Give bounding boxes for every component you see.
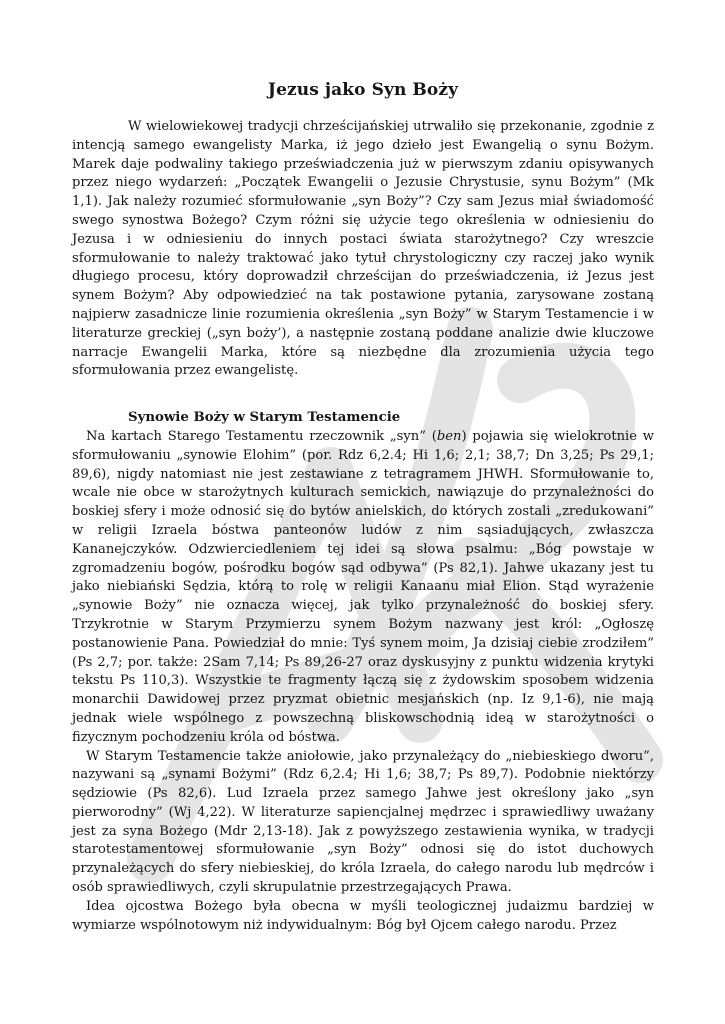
p1-text-start: Na kartach Starego Testamentu rzeczownik „syn” (: [86, 428, 437, 444]
document-page: [72, 80, 654, 935]
p1-text-rest: ) pojawia się wielokrotnie w sformułowaniu „synowie Elohim” (por. Rdz 6,2.4; Hi 1,6; 2,1; 38,7; Dn 3,25; Ps 29,1; 89,6), nigdy natomiast nie jest zestawiane z tetragramem JHWH. Sformułowanie to, wcale nie obce w starożytnych kulturach semickich, nawiązuje do przynależności do boskiej sfery i może odnosić się do bytów anielskich, do których zostali „zredukowani” w religii Izraela bóstwa panteonów ludów z nim sąsiadujących, zwłaszcza Kananejczyków. Odzwierciedleniem tej idei są słowa psalmu: „Bóg powstaje w zgromadzeniu bogów, pośrodku bogów sąd odbywa” (Ps 82,1). Jahwe ukazany jest tu jako niebiański Sędzia, którą to rolę w religii Kanaanu miał Elion. Stąd wyrażenie „synowie Boży” nie oznacza więcej, jak tylko przynależność do boskiej sfery. Trzykrotnie w Starym Przymierzu synem Bożym nazwany jest król: „Ogłoszę postanowienie Pana. Powiedział do mnie: Tyś synem moim, Ja dzisiaj ciebie zrodziłem” (Ps 2,7; por. także: 2Sam 7,14; Ps 89,26-27 oraz dyskusyjny z punktu widzenia krytyki tekstu Ps 110,3). Wszystkie te fragmenty łączą się z żydowskim sposobem widzenia monarchii Dawidowej przez pryzmat obietnic mesjańskich (np. Iz 9,1-6), nie mają jednak wiele wspólnego z powszechną bliskowschodnią ideą w starożytności o fizycznym pochodzeniu króla od bóstwa.: [72, 428, 654, 745]
section-paragraph-3: Idea ojcostwa Bożego była obecna w myśli teologicznej judaizmu bardziej w wymiarze wspólnotowym niż indywidualnym: Bóg był Ojcem całego narodu. Przez: [72, 898, 654, 933]
page-title: Jezus jako Syn Boży: [267, 80, 459, 100]
intro-paragraph: W wielowiekowej tradycji chrześcijańskiej utrwaliło się przekonanie, zgodnie z intencją samego ewangelisty Marka, iż jego dzieło jest Ewangelią o synu Bożym. Marek daje podwaliny takiego przeświadczenia już w pierwszym zdaniu opisywanych przez niego wydarzeń: „Początek Ewangelii o Jezusie Chrystusie, synu Bożym” (Mk 1,1). Jak należy rozumieć sformułowanie „syn Boży”? Czy sam Jezus miał świadomość swego synostwa Bożego? Czym różni się użycie tego określenia w odniesieniu do Jezusa i w odniesieniu do innych postaci świata starożytnego? Czy wreszcie sformułowanie to należy traktować jako tytuł chrystologiczny czy raczej jako wynik długiego procesu, który doprowadził chrześcijan do przeświadczenia, iż Jezus jest synem Bożym? Aby odpowiedzieć na tak postawione pytania, zarysowane zostaną najpierw zasadnicze linie rozumienia określenia „syn Boży” w Starym Testamencie i w literaturze greckiej („syn boży’), a następnie zostaną poddane analizie dwie kluczowe narracje Ewangelii Marka, które są niezbędne dla zrozumienia użycia tego sformułowania przez ewangelistę.: [72, 119, 654, 379]
section-paragraph-2: W Starym Testamencie także aniołowie, jako przynależący do „niebieskiego dworu”, nazywani są „synami Bożymi” (Rdz 6,2.4; Hi 1,6; 38,7; Ps 89,7). Podobnie niektórzy sędziowie (Ps 82,6). Lud Izraela przez samego Jahwe jest określony jako „syn pierworodny” (Wj 4,22). W literaturze sapiencjalnej mędrzec i sprawiedliwy uważany jest za syna Bożego (Mdr 2,13-18). Jak z powyższego zestawienia wynika, w tradycji starotestamentowej sformułowanie „syn Boży” odnosi się do istot duchowych przynależących do sfery niebieskiej, do króla Izraela, do całego narodu lub mędrców i osób sprawiedliwych, czyli skrupulatnie przestrzegających Prawa.: [72, 748, 654, 896]
section-paragraph-1: [72, 428, 654, 748]
section-heading: Synowie Boży w Starym Testamencie: [128, 410, 401, 426]
p1-italic-term: ben: [436, 428, 462, 444]
